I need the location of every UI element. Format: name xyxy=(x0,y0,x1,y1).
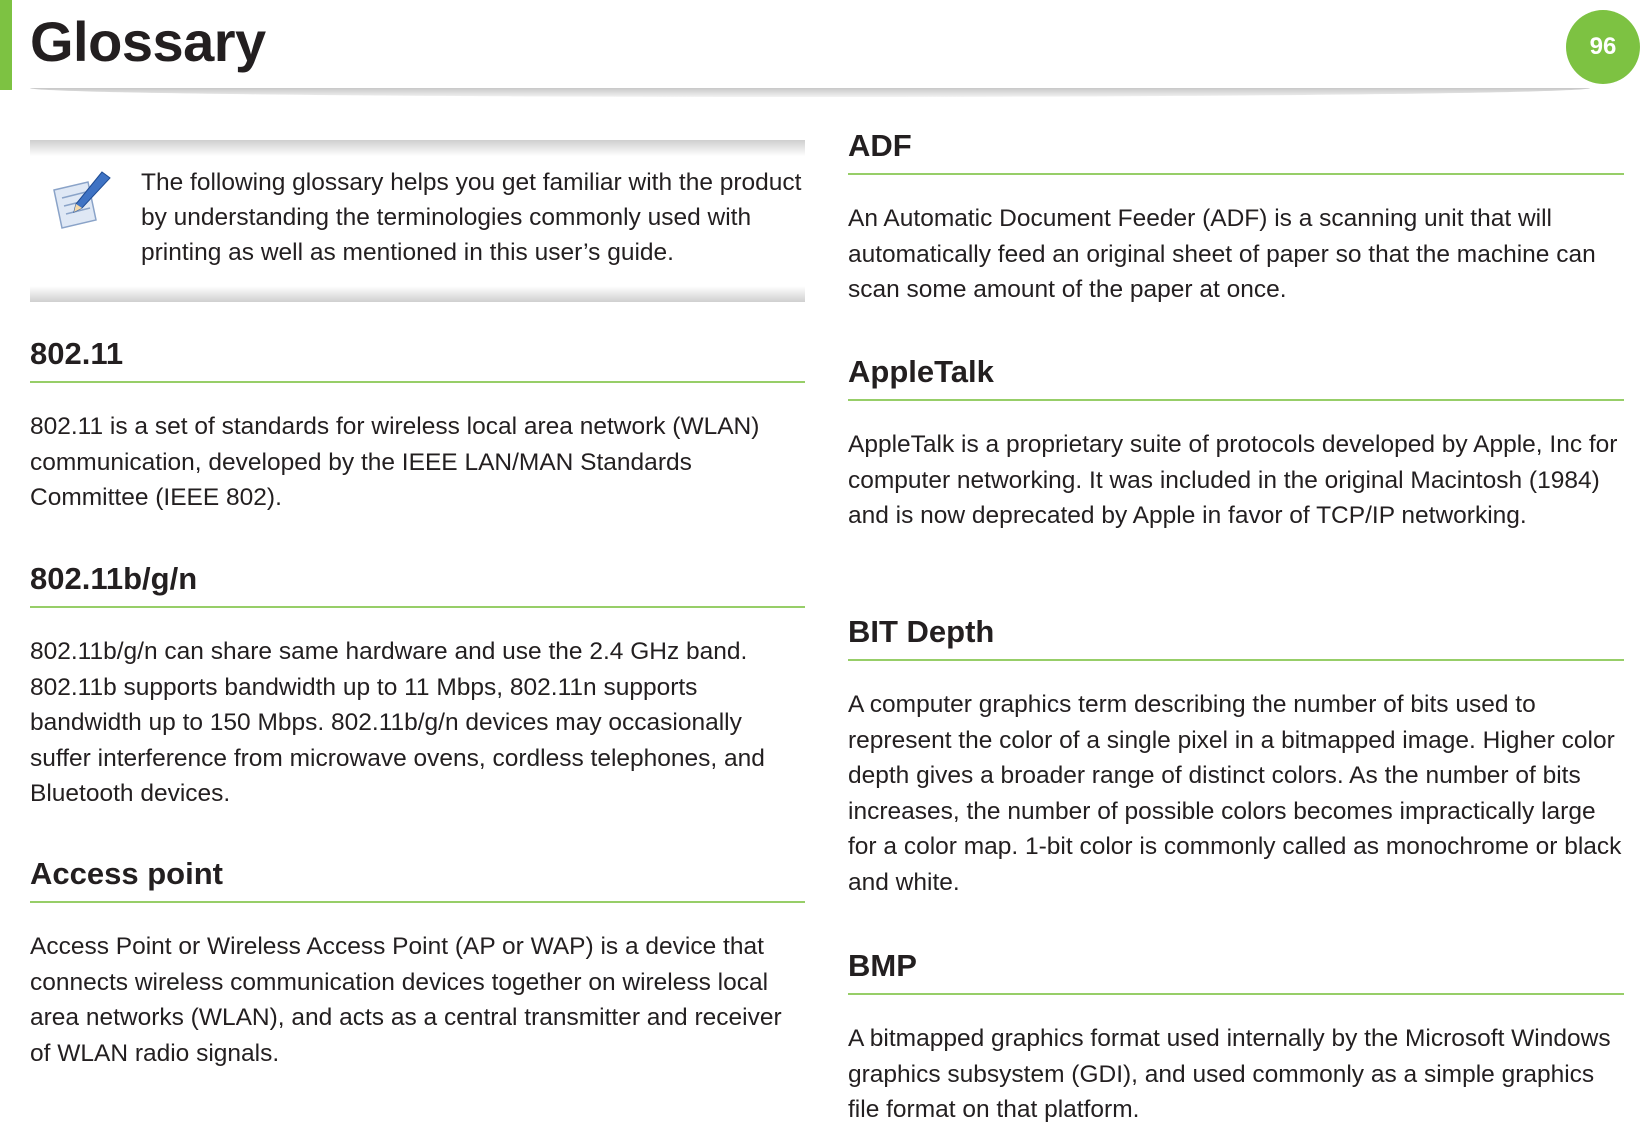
entry-title: BIT Depth xyxy=(848,614,995,649)
entry-divider xyxy=(30,901,805,903)
header-accent-bar xyxy=(0,0,12,90)
entry-divider xyxy=(848,173,1624,175)
entry-definition: AppleTalk is a proprietary suite of protocols developed by Apple, Inc for computer networking. It was included in the original Macintosh (1984) and is now deprecated by Apple in favor of TCP/IP networking. xyxy=(848,431,1618,529)
note-box xyxy=(30,140,805,302)
entry-title: Access point xyxy=(30,856,223,891)
entry-title: 802.11b/g/n xyxy=(30,561,198,596)
entry-divider xyxy=(848,993,1624,995)
header-divider xyxy=(30,88,1590,97)
glossary-entry xyxy=(848,616,1624,900)
pencil-note-icon xyxy=(48,168,114,234)
page-title: Glossary xyxy=(30,10,266,73)
glossary-entry xyxy=(848,356,1624,534)
glossary-entry xyxy=(30,858,805,1071)
note-text: The following glossary helps you get familiar with the product by understanding the terminologies commonly used with printing as well as mentioned in this user’s guide. xyxy=(141,169,802,266)
entry-title: AppleTalk xyxy=(848,354,994,389)
entry-definition: 802.11 is a set of standards for wireless local area network (WLAN) communication, developed by the IEEE LAN/MAN Standards Committee (IEEE 802). xyxy=(30,413,760,511)
entry-definition: Access Point or Wireless Access Point (AP or WAP) is a device that connects wireless communication devices together on wireless local area networks (WLAN), and acts as a central transmitter and receiver of WLAN radio signals. xyxy=(30,933,782,1067)
glossary-entry xyxy=(848,950,1624,1128)
entry-title: 802.11 xyxy=(30,336,124,371)
entry-divider xyxy=(848,659,1624,661)
page-number-badge: 96 xyxy=(1566,10,1640,84)
entry-divider xyxy=(30,381,805,383)
entry-definition: 802.11b/g/n can share same hardware and use the 2.4 GHz band. 802.11b supports bandwidth up to 11 Mbps, 802.11n supports bandwidth up to 150 Mbps. 802.11b/g/n devices may occasionally suffer interference from microwave ovens, cordless telephones, and Bluetooth devices. xyxy=(30,638,765,807)
entry-definition: A bitmapped graphics format used internally by the Microsoft Windows graphics subsystem (GDI), and used commonly as a simple graphics file format on that platform. xyxy=(848,1025,1611,1123)
note-bottom-border xyxy=(30,286,805,302)
entry-title: BMP xyxy=(848,948,917,983)
entry-title: ADF xyxy=(848,128,912,163)
entry-divider xyxy=(30,606,805,608)
note-top-border xyxy=(30,140,805,156)
glossary-entry xyxy=(30,338,805,516)
entry-divider xyxy=(848,399,1624,401)
entry-definition: A computer graphics term describing the number of bits used to represent the color of a single pixel in a bitmapped image. Higher color depth gives a broader range of distinct colors. As the number of bits increases, the number of possible colors becomes impractically large for a color map. 1-bit color is commonly called as monochrome or black and white. xyxy=(848,691,1622,896)
glossary-entry xyxy=(848,130,1624,308)
glossary-entry xyxy=(30,563,805,812)
entry-definition: An Automatic Document Feeder (ADF) is a scanning unit that will automatically feed an original sheet of paper so that the machine can scan some amount of the paper at once. xyxy=(848,205,1596,303)
